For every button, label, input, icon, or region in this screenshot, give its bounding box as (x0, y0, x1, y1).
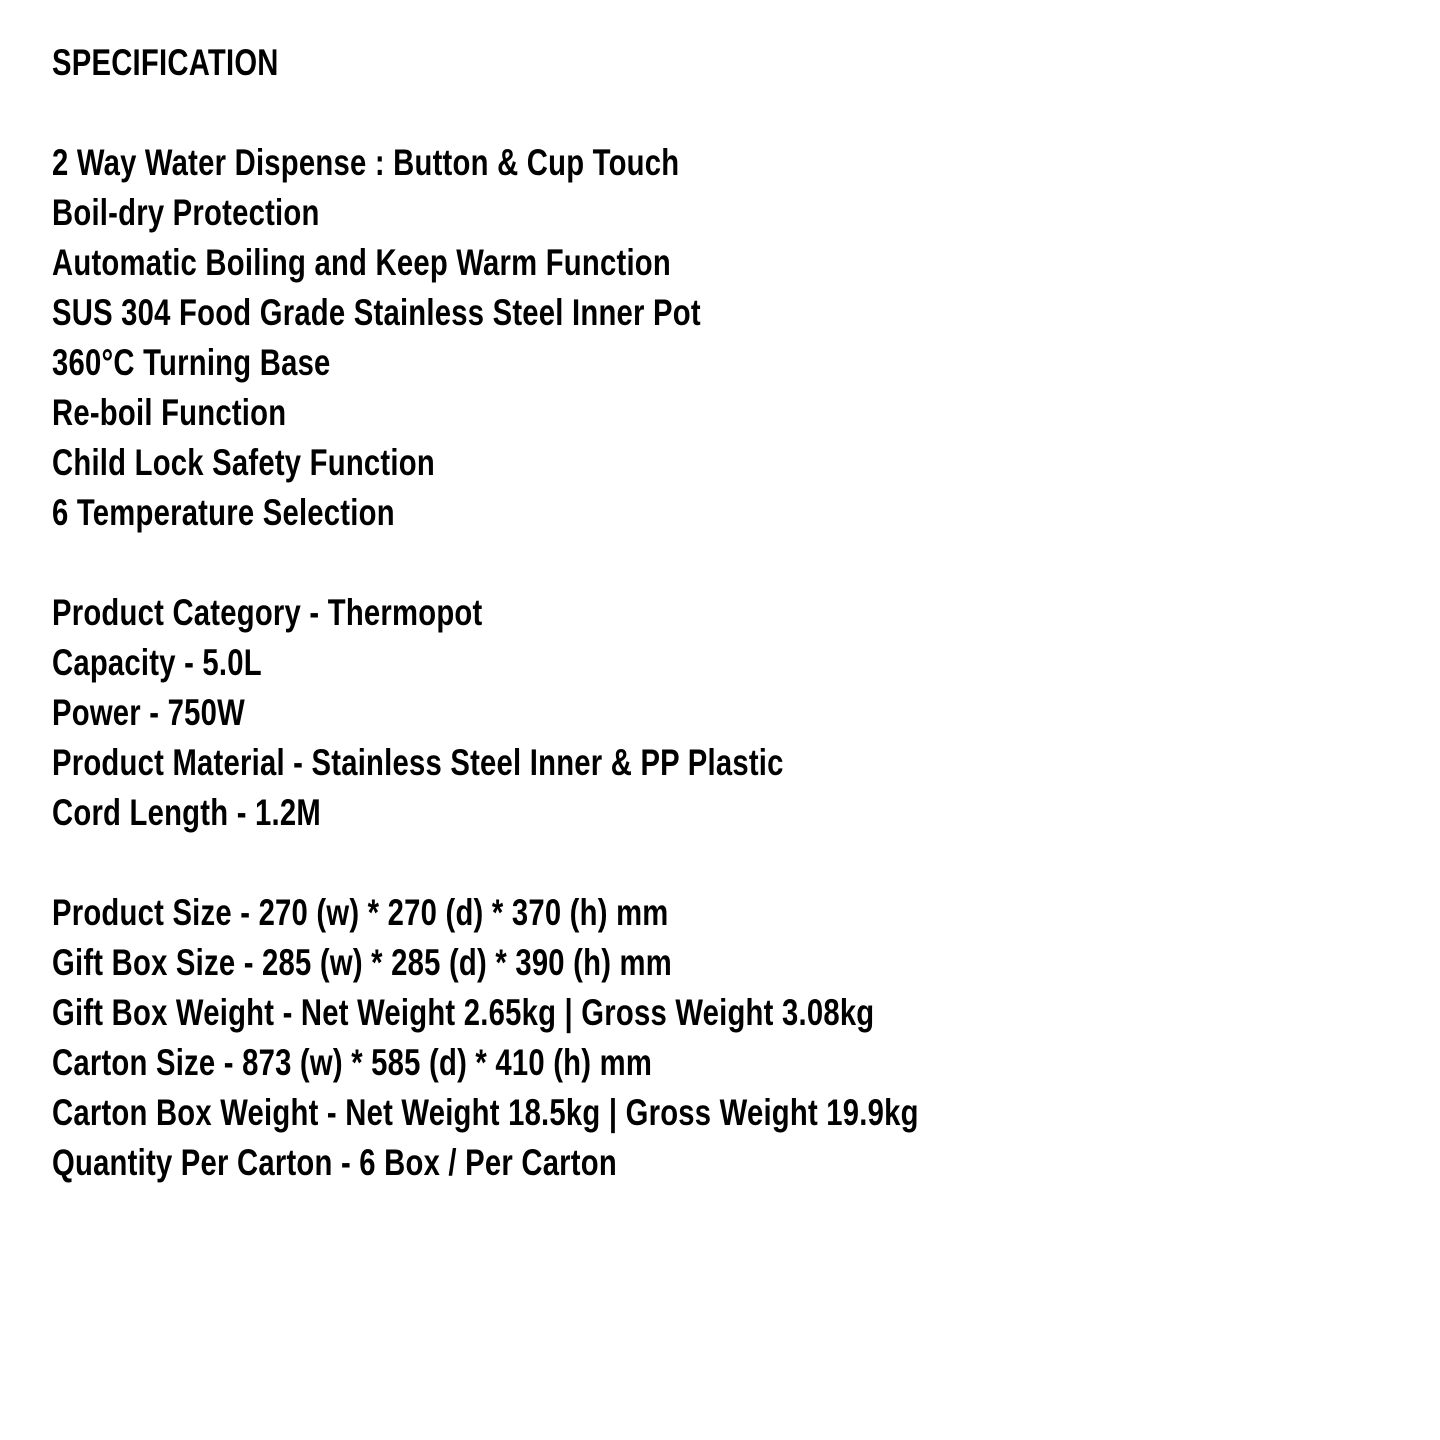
feature-item: 6 Temperature Selection (52, 492, 395, 533)
feature-item: SUS 304 Food Grade Stainless Steel Inner Pot (52, 292, 701, 333)
feature-item: Child Lock Safety Function (52, 442, 435, 483)
feature-item: Automatic Boiling and Keep Warm Function (52, 242, 671, 283)
packaging-item: Carton Box Weight - Net Weight 18.5kg | Gross Weight 19.9kg (52, 1092, 919, 1133)
product-info-item: Power - 750W (52, 692, 245, 733)
product-info-list (52, 588, 1149, 838)
packaging-list (52, 888, 1149, 1188)
product-info-item: Product Category - Thermopot (52, 592, 483, 633)
packaging-item: Quantity Per Carton - 6 Box / Per Carton (52, 1142, 617, 1183)
packaging-item: Gift Box Weight - Net Weight 2.65kg | Gross Weight 3.08kg (52, 992, 875, 1033)
product-info-item: Capacity - 5.0L (52, 642, 262, 683)
feature-item: 2 Way Water Dispense : Button & Cup Touch (52, 142, 680, 183)
feature-item: Boil-dry Protection (52, 192, 320, 233)
packaging-item: Carton Size - 873 (w) * 585 (d) * 410 (h) mm (52, 1042, 653, 1083)
spacer (52, 838, 1149, 888)
product-info-item: Cord Length - 1.2M (52, 792, 321, 833)
spacer (52, 88, 1149, 138)
packaging-item: Product Size - 270 (w) * 270 (d) * 370 (h) mm (52, 892, 669, 933)
packaging-item: Gift Box Size - 285 (w) * 285 (d) * 390 (h) mm (52, 942, 673, 983)
spacer (52, 538, 1149, 588)
specification-document (52, 38, 1149, 1188)
page-title: SPECIFICATION (52, 42, 279, 83)
features-list (52, 138, 1149, 538)
feature-item: 360°C Turning Base (52, 342, 331, 383)
feature-item: Re-boil Function (52, 392, 287, 433)
product-info-item: Product Material - Stainless Steel Inner & PP Plastic (52, 742, 784, 783)
